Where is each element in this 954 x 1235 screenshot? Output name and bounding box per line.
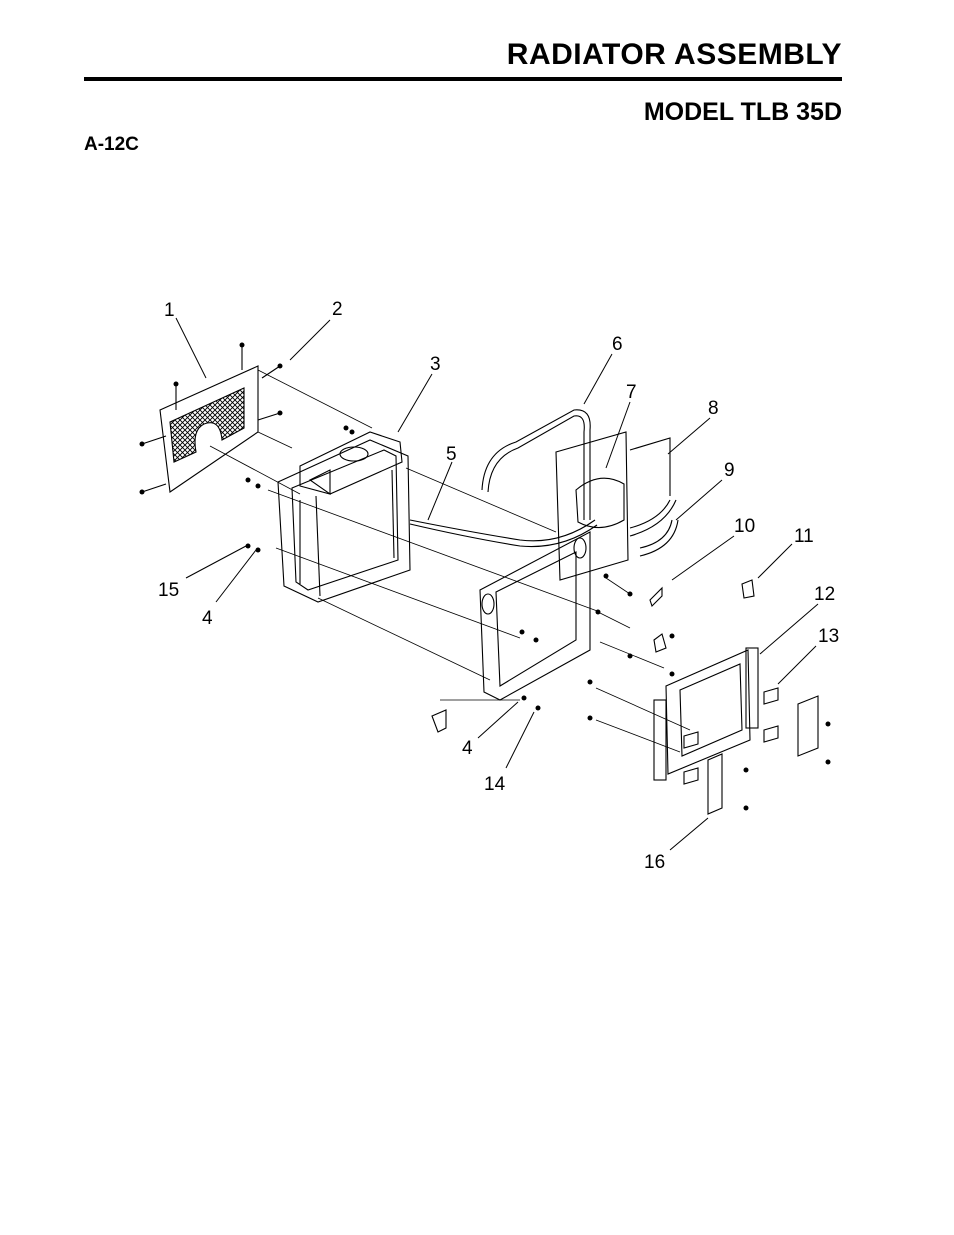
callout-16: 16	[644, 852, 666, 873]
part-clip	[432, 710, 446, 732]
part-bracket-10	[650, 588, 662, 606]
callout-2: 2	[332, 299, 343, 320]
callout-7: 7	[626, 382, 637, 403]
callout-5: 5	[446, 444, 457, 465]
callout-1: 1	[164, 300, 175, 321]
callout-labels	[158, 299, 839, 873]
callout-9: 9	[724, 460, 735, 481]
part-bracket-13	[798, 696, 818, 756]
page-title: RADIATOR ASSEMBLY	[506, 38, 842, 71]
callout-14: 14	[484, 774, 506, 795]
callout-11: 11	[794, 526, 814, 547]
callout-15: 15	[158, 580, 180, 601]
part-shroud	[480, 532, 590, 700]
callout-13: 13	[818, 626, 840, 647]
callout-4: 4	[202, 608, 213, 629]
part-oil-cooler	[654, 580, 778, 784]
part-seal-strip	[482, 410, 590, 520]
callout-12: 12	[814, 584, 836, 605]
callout-4-lower: 4	[462, 738, 473, 759]
part-bracket-16	[708, 754, 722, 814]
callout-8: 8	[708, 398, 719, 419]
callout-6: 6	[612, 334, 623, 355]
part-grille-screen	[142, 345, 280, 492]
model-name: MODEL TLB 35D	[643, 98, 842, 126]
projection-lines	[210, 370, 690, 752]
figure-code: A-12C	[84, 134, 139, 155]
callout-10: 10	[734, 516, 756, 537]
part-reservoir	[556, 432, 628, 580]
callout-3: 3	[430, 354, 441, 375]
part-radiator	[278, 432, 410, 602]
part-hose	[630, 438, 678, 556]
